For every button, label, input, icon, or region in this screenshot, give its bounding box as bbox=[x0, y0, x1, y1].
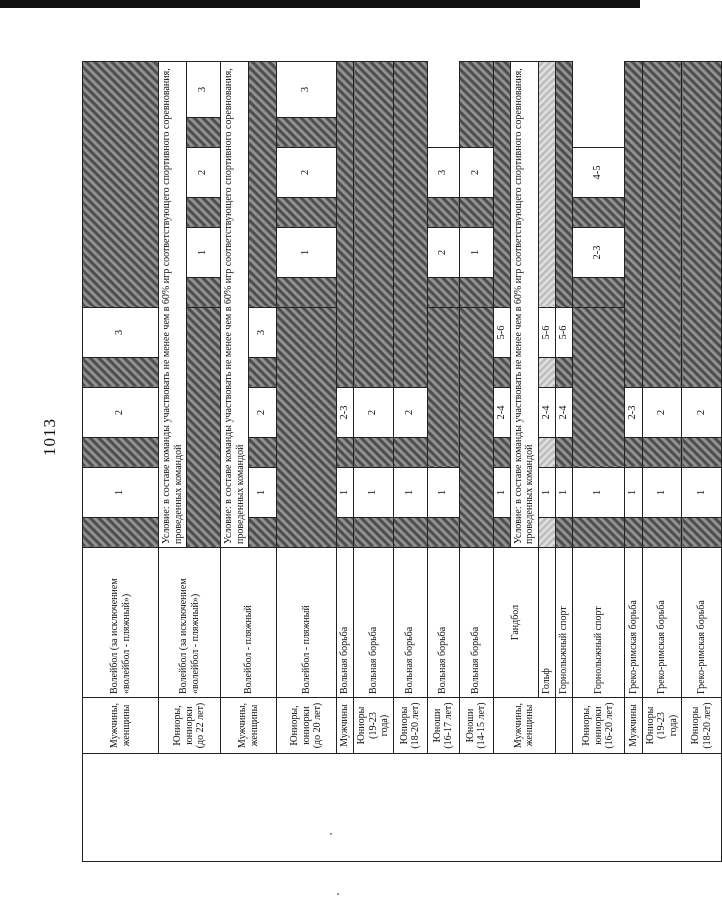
scan-speck bbox=[337, 893, 339, 895]
shaded-cell bbox=[459, 308, 493, 548]
value-cell: 1 bbox=[682, 468, 722, 518]
shaded-cell bbox=[354, 61, 394, 387]
sport-cell: Волейбол (за исключением «волейбол - пляжный») bbox=[83, 548, 159, 698]
sport-cell: Вольная борьба bbox=[459, 548, 493, 698]
value-cell: 2-4 bbox=[538, 388, 555, 438]
shaded-cell bbox=[642, 61, 682, 387]
value-cell: 2-3 bbox=[572, 228, 624, 278]
shaded-cell bbox=[187, 118, 221, 148]
table-row bbox=[427, 61, 459, 861]
sport-cell: Греко-римская борьба bbox=[682, 548, 722, 698]
group-cell: Юниоры (18-20 лет) bbox=[393, 698, 427, 754]
rotated-table-wrapper bbox=[82, 62, 713, 862]
shaded-cell bbox=[427, 198, 459, 228]
scan-speck bbox=[330, 833, 332, 835]
shaded-cell bbox=[682, 61, 722, 387]
shaded-cell bbox=[427, 278, 459, 308]
shaded-cell bbox=[538, 358, 555, 388]
value-cell: 2 bbox=[83, 388, 159, 438]
value-cell: 2 bbox=[459, 148, 493, 198]
sport-cell: Волейбол - пляжный bbox=[277, 548, 337, 698]
group-cell: Мужчины, женщины bbox=[221, 698, 277, 754]
value-cell: 5-6 bbox=[555, 308, 572, 358]
shaded-cell bbox=[249, 518, 277, 548]
shaded-cell bbox=[572, 198, 624, 228]
shaded-cell bbox=[493, 61, 510, 307]
value-cell: 2-4 bbox=[493, 388, 510, 438]
shaded-cell bbox=[538, 438, 555, 468]
value-cell: 1 bbox=[337, 468, 354, 518]
value-cell: 2 bbox=[354, 388, 394, 438]
group-cell: Юноши (14-15 лет) bbox=[459, 698, 493, 754]
value-cell: 3 bbox=[83, 308, 159, 358]
shaded-cell bbox=[682, 518, 722, 548]
sport-cell: Волейбол (за исключением «волейбол - пляжный») bbox=[159, 548, 221, 698]
shaded-cell bbox=[538, 518, 555, 548]
table-row bbox=[572, 61, 624, 861]
shaded-cell bbox=[642, 518, 682, 548]
table-row bbox=[642, 61, 682, 861]
value-cell: 1 bbox=[83, 468, 159, 518]
shaded-cell bbox=[459, 278, 493, 308]
shaded-cell bbox=[459, 198, 493, 228]
condition-text: Условие: в составе команды участвовать не менее чем в 60% игр соответствующего спортивного соревнования, проведенных командой bbox=[510, 61, 538, 547]
shaded-cell bbox=[427, 308, 459, 468]
shaded-cell bbox=[459, 61, 493, 147]
shaded-cell bbox=[249, 61, 277, 307]
sport-cell: Вольная борьба bbox=[354, 548, 394, 698]
sport-cell: Вольная борьба bbox=[393, 548, 427, 698]
shaded-cell bbox=[249, 358, 277, 388]
shaded-cell bbox=[277, 118, 337, 148]
table-row bbox=[277, 61, 337, 861]
shaded-cell bbox=[277, 198, 337, 228]
value-cell: 1 bbox=[493, 468, 510, 518]
shaded-cell bbox=[493, 438, 510, 468]
value-cell: 5-6 bbox=[538, 308, 555, 358]
table-row bbox=[459, 61, 493, 861]
sport-cell: Горнолыжный спорт bbox=[555, 548, 572, 698]
shaded-cell bbox=[555, 518, 572, 548]
table-row bbox=[493, 61, 510, 861]
table-row bbox=[393, 61, 427, 861]
group-cell: Юноши (16-17 лет) bbox=[427, 698, 459, 754]
sport-cell: Греко-римская борьба bbox=[624, 548, 642, 698]
group-cell: Мужчины, женщины bbox=[83, 698, 159, 754]
table-row bbox=[159, 61, 187, 861]
shaded-cell bbox=[277, 278, 337, 308]
value-cell: 4-5 bbox=[572, 148, 624, 198]
sport-cell: Греко-римская борьба bbox=[642, 548, 682, 698]
value-cell: 2-4 bbox=[555, 388, 572, 438]
condition-text: Условие: в составе команды участвовать не менее чем в 60% игр соответствующего спортивного соревнования, проведенных командой bbox=[221, 61, 249, 547]
sport-cell: Гольф bbox=[538, 548, 555, 698]
shaded-cell bbox=[337, 438, 354, 468]
value-cell: 3 bbox=[249, 308, 277, 358]
sport-cell: Вольная борьба bbox=[427, 548, 459, 698]
table-row bbox=[682, 61, 722, 861]
group-blank-cell bbox=[555, 698, 572, 754]
group-cell: Юниоры (19-23 года) bbox=[354, 698, 394, 754]
value-cell: 2 bbox=[682, 388, 722, 438]
shaded-cell bbox=[682, 438, 722, 468]
value-cell: 2 bbox=[393, 388, 427, 438]
shaded-cell bbox=[393, 438, 427, 468]
value-cell: 1 bbox=[624, 468, 642, 518]
value-cell: 1 bbox=[555, 468, 572, 518]
page-number: 1013 bbox=[40, 418, 59, 456]
sport-cell: Волейбол - пляжный bbox=[221, 548, 277, 698]
top-border bbox=[0, 0, 640, 8]
table-row bbox=[624, 61, 642, 861]
value-cell: 1 bbox=[427, 468, 459, 518]
value-cell: 3 bbox=[277, 61, 337, 117]
shaded-cell bbox=[187, 308, 221, 548]
sport-cell: Вольная борьба bbox=[337, 548, 354, 698]
table-left-blank bbox=[83, 754, 722, 862]
group-cell: Мужчины bbox=[337, 698, 354, 754]
shaded-cell bbox=[572, 278, 624, 308]
shaded-cell bbox=[337, 518, 354, 548]
value-cell: 2 bbox=[427, 228, 459, 278]
shaded-cell bbox=[555, 438, 572, 468]
shaded-cell bbox=[642, 438, 682, 468]
value-cell: 1 bbox=[354, 468, 394, 518]
condition-text: Условие: в составе команды участвовать не менее чем в 60% игр соответствующего спортивного соревнования, проведенных командой bbox=[159, 61, 187, 547]
shaded-cell bbox=[493, 518, 510, 548]
table-row bbox=[354, 61, 394, 861]
shaded-cell bbox=[555, 61, 572, 307]
shaded-cell bbox=[624, 518, 642, 548]
value-cell: 1 bbox=[277, 228, 337, 278]
shaded-cell bbox=[354, 438, 394, 468]
shaded-cell bbox=[493, 358, 510, 388]
value-cell: 1 bbox=[572, 468, 624, 518]
group-cell: Юниоры, юниорки (до 22 лет) bbox=[159, 698, 221, 754]
group-cell: Юниоры, юниорки (16-20 лет) bbox=[572, 698, 624, 754]
value-cell: 3 bbox=[427, 148, 459, 198]
shaded-cell bbox=[83, 61, 159, 307]
value-cell: 2-3 bbox=[624, 388, 642, 438]
sport-cell: Горнолыжный спорт bbox=[572, 548, 624, 698]
sport-cell: Гандбол bbox=[493, 548, 538, 698]
value-cell: 3 bbox=[187, 61, 221, 117]
table-row bbox=[337, 61, 354, 861]
shaded-cell bbox=[83, 518, 159, 548]
group-cell: Мужчины, женщины bbox=[493, 698, 555, 754]
shaded-cell bbox=[555, 358, 572, 388]
shaded-cell bbox=[538, 61, 555, 307]
group-cell: Юниоры, юниорки (до 20 лет) bbox=[277, 698, 337, 754]
shaded-cell bbox=[277, 308, 337, 548]
value-cell: 2 bbox=[277, 148, 337, 198]
value-cell: 1 bbox=[459, 228, 493, 278]
shaded-cell bbox=[624, 61, 642, 387]
shaded-cell bbox=[572, 308, 624, 468]
shaded-cell bbox=[83, 358, 159, 388]
group-cell: Юниоры (18-20 лет) bbox=[682, 698, 722, 754]
value-cell: 1 bbox=[393, 468, 427, 518]
table-row bbox=[221, 61, 249, 861]
value-cell: 5-6 bbox=[493, 308, 510, 358]
group-cell: Юниоры (19-23 года) bbox=[642, 698, 682, 754]
shaded-cell bbox=[187, 278, 221, 308]
value-cell: 1 bbox=[642, 468, 682, 518]
value-cell: 2 bbox=[642, 388, 682, 438]
shaded-cell bbox=[624, 438, 642, 468]
value-cell: 2 bbox=[249, 388, 277, 438]
shaded-cell bbox=[427, 518, 459, 548]
shaded-cell bbox=[337, 61, 354, 387]
shaded-cell bbox=[249, 438, 277, 468]
group-cell: Мужчины bbox=[624, 698, 642, 754]
value-cell: 2-3 bbox=[337, 388, 354, 438]
table-row bbox=[83, 61, 159, 861]
shaded-cell bbox=[393, 61, 427, 387]
shaded-cell bbox=[572, 518, 624, 548]
value-cell: 1 bbox=[538, 468, 555, 518]
shaded-cell bbox=[393, 518, 427, 548]
table-row bbox=[555, 61, 572, 861]
shaded-cell bbox=[83, 438, 159, 468]
value-cell: 1 bbox=[249, 468, 277, 518]
value-cell: 1 bbox=[187, 228, 221, 278]
shaded-cell bbox=[354, 518, 394, 548]
shaded-cell bbox=[187, 198, 221, 228]
ranking-table bbox=[82, 61, 722, 862]
value-cell: 2 bbox=[187, 148, 221, 198]
